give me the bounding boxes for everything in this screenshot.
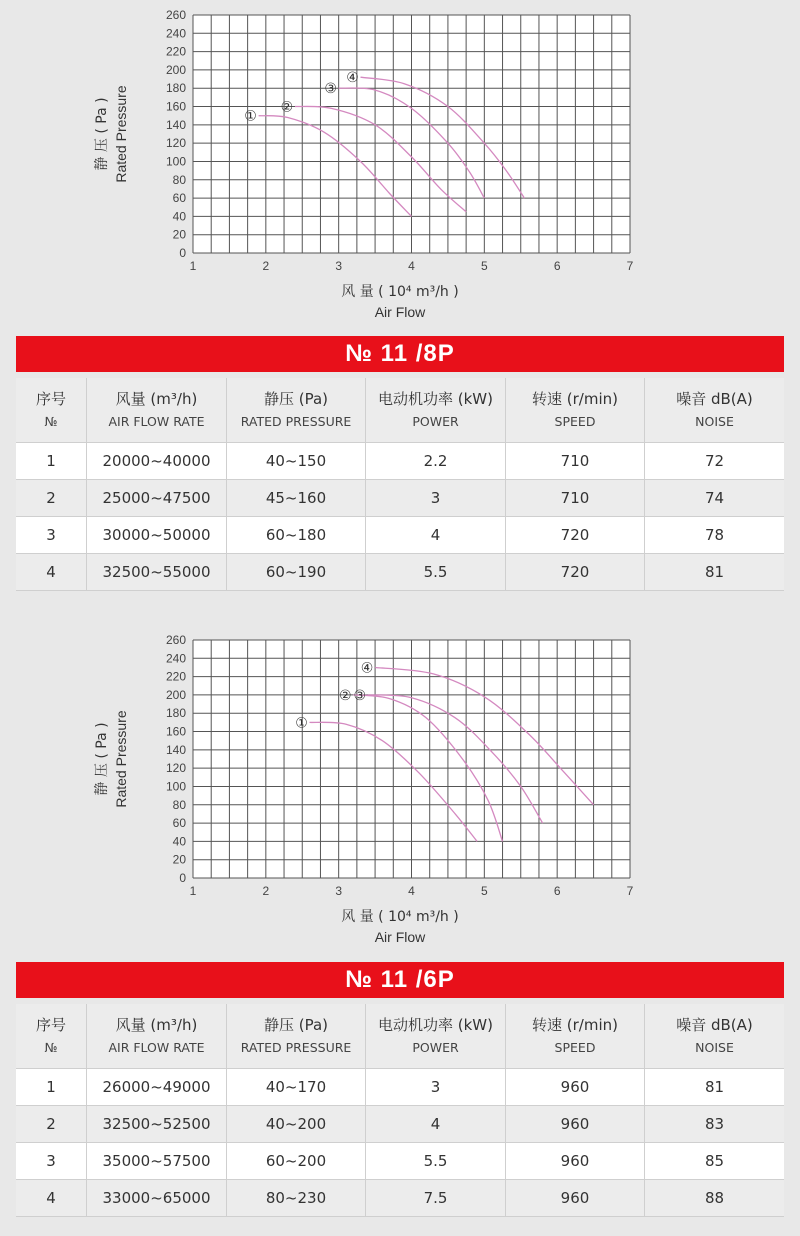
table-header-row: [16, 1004, 784, 1069]
y-tick-label: 260: [165, 8, 186, 22]
performance-chart-8p: [0, 0, 800, 330]
y-axis-label-en: Rated Pressure: [113, 85, 129, 183]
cell-no: 1: [16, 1069, 87, 1106]
series-marker-3: ③: [353, 687, 367, 704]
x-tick-label: 1: [189, 884, 197, 898]
header-no: 序号 №: [16, 1004, 87, 1069]
series-marker-4: ④: [360, 660, 374, 677]
cell-speed: 720: [506, 554, 645, 591]
y-axis-label-zh: 静 压 ( Pa ): [94, 722, 110, 796]
model-title-8p: № 11 /8P: [345, 340, 455, 367]
y-tick-label: 140: [165, 117, 186, 132]
y-tick-label: 220: [165, 669, 186, 684]
x-tick-label: 2: [262, 259, 270, 273]
cell-power: 5.5: [366, 1143, 506, 1180]
y-tick-label: 60: [172, 191, 186, 206]
x-tick-label: 4: [408, 259, 415, 273]
cell-pressure: 45~160: [227, 480, 366, 517]
y-tick-label: 100: [165, 779, 186, 794]
cell-power: 4: [366, 517, 506, 554]
cell-power: 2.2: [366, 443, 506, 480]
y-tick-label: 100: [165, 154, 186, 169]
cell-no: 4: [16, 554, 87, 591]
cell-power: 7.5: [366, 1180, 506, 1217]
y-tick-label: 0: [179, 246, 186, 260]
series-marker-4: ④: [346, 70, 359, 87]
x-tick-label: 3: [335, 884, 343, 898]
y-tick-label: 240: [165, 26, 186, 41]
cell-noise: 78: [645, 517, 784, 554]
cell-pressure: 60~190: [227, 554, 366, 591]
x-tick-label: 6: [553, 259, 561, 273]
y-axis-label-zh: 静 压 ( Pa ): [94, 97, 110, 171]
table-row: [16, 1106, 784, 1143]
cell-air-flow: 32500~52500: [87, 1106, 227, 1143]
x-axis-label-zh: 风 量 ( 10⁴ m³/h ): [341, 284, 459, 300]
y-tick-label: 160: [165, 99, 186, 114]
y-tick-label: 0: [179, 871, 186, 885]
cell-no: 2: [16, 1106, 87, 1143]
series-marker-1: ①: [244, 108, 257, 125]
cell-noise: 85: [645, 1143, 784, 1180]
y-tick-label: 200: [165, 62, 186, 77]
y-tick-label: 220: [165, 44, 186, 59]
model-banner-6p: [16, 962, 784, 998]
x-tick-label: 7: [626, 884, 634, 898]
cell-air-flow: 20000~40000: [87, 443, 227, 480]
cell-speed: 720: [506, 517, 645, 554]
cell-no: 1: [16, 443, 87, 480]
performance-section-6p: [0, 625, 800, 1236]
y-axis-label-en: Rated Pressure: [113, 710, 129, 808]
y-tick-label: 120: [165, 136, 186, 151]
x-tick-label: 5: [480, 259, 488, 273]
cell-pressure: 40~200: [227, 1106, 366, 1143]
y-tick-label: 80: [172, 797, 186, 812]
table-row: [16, 1180, 784, 1217]
table-row: [16, 443, 784, 480]
header-noise: 噪音 dB(A) NOISE: [645, 378, 784, 443]
spec-table-6p: [16, 1004, 784, 1217]
table-row: [16, 480, 784, 517]
x-tick-label: 4: [408, 884, 415, 898]
table-row: [16, 554, 784, 591]
y-tick-label: 160: [165, 724, 186, 739]
cell-power: 3: [366, 1069, 506, 1106]
performance-chart-6p: [0, 625, 800, 955]
cell-speed: 960: [506, 1180, 645, 1217]
y-tick-label: 60: [172, 816, 186, 831]
cell-air-flow: 25000~47500: [87, 480, 227, 517]
cell-noise: 72: [645, 443, 784, 480]
y-tick-label: 180: [165, 81, 186, 96]
x-tick-label: 6: [553, 884, 561, 898]
cell-air-flow: 26000~49000: [87, 1069, 227, 1106]
cell-noise: 74: [645, 480, 784, 517]
cell-pressure: 40~170: [227, 1069, 366, 1106]
table-row: [16, 517, 784, 554]
header-pressure: 静压 (Pa) RATED PRESSURE: [227, 378, 366, 443]
y-tick-label: 20: [172, 227, 186, 242]
x-axis-label-en: Air Flow: [374, 304, 426, 320]
cell-speed: 960: [506, 1106, 645, 1143]
cell-no: 2: [16, 480, 87, 517]
table-row: [16, 1069, 784, 1106]
x-tick-label: 2: [262, 884, 270, 898]
x-axis-label-zh: 风 量 ( 10⁴ m³/h ): [341, 909, 459, 925]
cell-power: 4: [366, 1106, 506, 1143]
x-tick-label: 3: [335, 259, 343, 273]
performance-section-8p: [0, 0, 800, 600]
cell-speed: 960: [506, 1069, 645, 1106]
cell-noise: 83: [645, 1106, 784, 1143]
cell-pressure: 60~180: [227, 517, 366, 554]
header-power: 电动机功率 (kW) POWER: [366, 378, 506, 443]
x-tick-label: 1: [189, 259, 197, 273]
header-no: 序号 №: [16, 378, 87, 443]
cell-speed: 710: [506, 480, 645, 517]
spec-table-8p: [16, 378, 784, 591]
header-noise: 噪音 dB(A) NOISE: [645, 1004, 784, 1069]
header-air-flow: 风量 (m³/h) AIR FLOW RATE: [87, 1004, 227, 1069]
y-tick-label: 80: [172, 172, 186, 187]
series-marker-2: ②: [280, 99, 294, 116]
table-row: [16, 1143, 784, 1180]
y-tick-label: 180: [165, 706, 186, 721]
cell-pressure: 40~150: [227, 443, 366, 480]
cell-air-flow: 32500~55000: [87, 554, 227, 591]
y-tick-label: 40: [172, 834, 186, 849]
header-pressure: 静压 (Pa) RATED PRESSURE: [227, 1004, 366, 1069]
table-header-row: [16, 378, 784, 443]
cell-speed: 960: [506, 1143, 645, 1180]
cell-noise: 81: [645, 554, 784, 591]
cell-speed: 710: [506, 443, 645, 480]
y-tick-label: 40: [172, 209, 186, 224]
y-tick-label: 240: [165, 651, 186, 666]
cell-air-flow: 35000~57500: [87, 1143, 227, 1180]
y-tick-label: 140: [165, 742, 186, 757]
header-power: 电动机功率 (kW) POWER: [366, 1004, 506, 1069]
y-tick-label: 20: [172, 852, 186, 867]
x-axis-label-en: Air Flow: [374, 929, 426, 945]
model-banner-8p: [16, 336, 784, 372]
cell-no: 3: [16, 517, 87, 554]
series-marker-3: ③: [324, 81, 337, 98]
cell-power: 3: [366, 480, 506, 517]
header-speed: 转速 (r/min) SPEED: [506, 1004, 645, 1069]
x-tick-label: 5: [480, 884, 488, 898]
cell-air-flow: 30000~50000: [87, 517, 227, 554]
x-tick-label: 7: [626, 259, 634, 273]
series-marker-2: ②: [338, 687, 352, 704]
series-marker-1: ①: [295, 715, 308, 732]
y-tick-label: 120: [165, 761, 186, 776]
header-speed: 转速 (r/min) SPEED: [506, 378, 645, 443]
cell-no: 3: [16, 1143, 87, 1180]
cell-noise: 81: [645, 1069, 784, 1106]
cell-pressure: 60~200: [227, 1143, 366, 1180]
y-tick-label: 260: [165, 633, 186, 647]
header-air-flow: 风量 (m³/h) AIR FLOW RATE: [87, 378, 227, 443]
cell-power: 5.5: [366, 554, 506, 591]
y-tick-label: 200: [165, 687, 186, 702]
model-title-6p: № 11 /6P: [345, 966, 455, 993]
cell-pressure: 80~230: [227, 1180, 366, 1217]
cell-no: 4: [16, 1180, 87, 1217]
cell-air-flow: 33000~65000: [87, 1180, 227, 1217]
cell-noise: 88: [645, 1180, 784, 1217]
